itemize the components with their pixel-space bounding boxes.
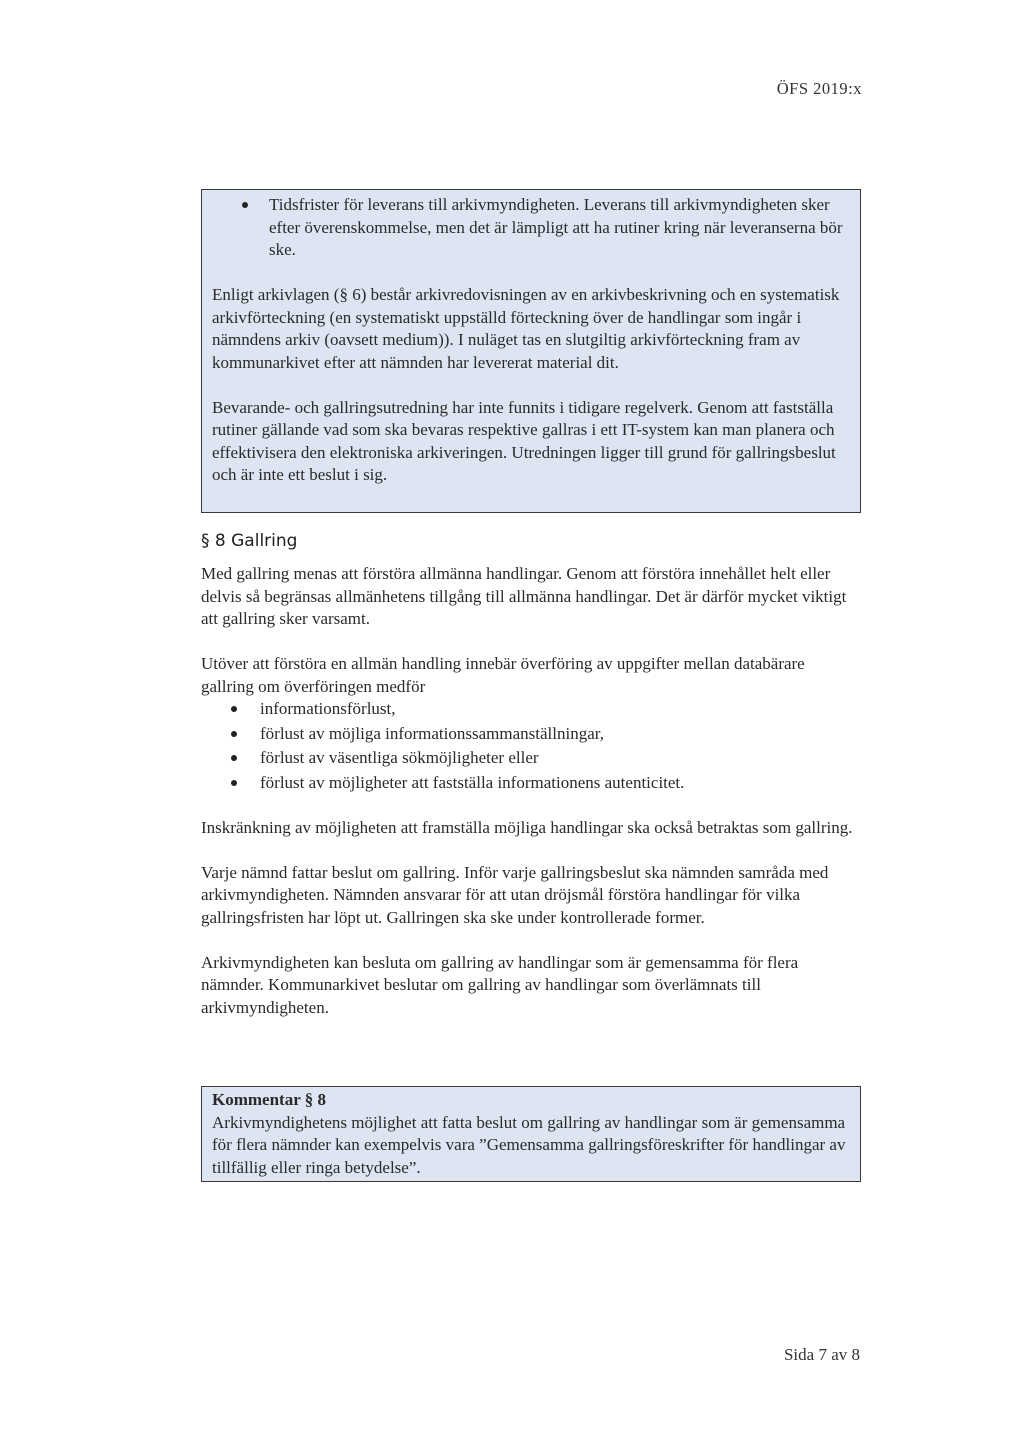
page-number: Sida 7 av 8	[783, 1345, 860, 1364]
list-item	[201, 772, 861, 795]
section-heading: § 8 Gallring	[201, 531, 298, 551]
bullet-icon	[231, 780, 237, 786]
bullet-icon	[242, 202, 248, 208]
section-paragraph-1: Med gallring menas att förstöra allmänna handlingar. Genom att förstöra innehållet helt eller delvis så begränsas allmänhetens tillgång till allmänna handlingar. Det är därför mycket viktigt att gallring sker varsamt.	[201, 564, 847, 628]
section-paragraph-3: Inskränkning av möjligheten att framställa möjliga handlingar ska också betraktas som gallring.	[201, 817, 853, 837]
section-paragraph-5: Arkivmyndigheten kan besluta om gallring av handlingar som är gemensamma för flera nämnder. Kommunarkivet beslutar om gallring av handlingar som överlämnats till arkivmyndigheten.	[201, 952, 799, 1017]
info-box	[201, 189, 861, 513]
list-item	[201, 723, 861, 746]
info-box-paragraph-1: Enligt arkivlagen (§ 6) består arkivredovisningen av en arkivbeskrivning och en systematisk arkivförteckning (en systematiskt uppställd förteckning över de handlingar som ingår i nämndens arkiv (oavsett medium)). I nuläget tas en slutgiltig arkivförteckning fram av kommunarkivet efter att nämnden har levererat material dit.	[212, 285, 840, 372]
list-item	[212, 194, 848, 262]
gallring-criteria-list	[201, 698, 861, 794]
comment-box	[201, 1086, 861, 1182]
bullet-icon	[231, 706, 237, 712]
document-id: ÖFS 2019:x	[776, 79, 862, 98]
list-item-text: förlust av väsentliga sökmöjligheter eller	[260, 748, 539, 767]
bullet-icon	[231, 755, 237, 761]
info-box-paragraph-2: Bevarande- och gallringsutredning har inte funnits i tidigare regelverk. Genom att fastställa rutiner gällande vad som ska bevaras respektive gallras i ett IT-system kan man planera och effektivisera den elektroniska arkiveringen. Utredningen ligger till grund för gallringsbeslut och är inte ett beslut i sig.	[212, 397, 836, 484]
info-box-list	[212, 194, 848, 262]
comment-box-title: Kommentar § 8	[212, 1090, 326, 1109]
list-item-text: Tidsfrister för leverans till arkivmyndigheten. Leverans till arkivmyndigheten sker efter överenskommelse, men det är lämpligt att ha rutiner kring när leveranserna bör ske.	[269, 195, 843, 259]
section-body	[201, 563, 861, 1042]
section-paragraph-2: Utöver att förstöra en allmän handling innebär överföring av uppgifter mellan databärare gallring om överföringen medför	[201, 654, 805, 696]
list-item-text: informationsförlust,	[260, 699, 396, 718]
list-item-text: förlust av möjligheter att fastställa informationens autenticitet.	[260, 772, 685, 792]
list-item	[201, 747, 861, 770]
list-item-text: förlust av möjliga informationssammanställningar,	[260, 723, 604, 743]
comment-box-text: Arkivmyndighetens möjlighet att fatta beslut om gallring av handlingar som är gemensamma för flera nämnder kan exempelvis vara ”Gemensamma gallringsföreskrifter för handlingar av tillfällig eller ringa betydelse”.	[212, 1112, 846, 1177]
section-paragraph-4: Varje nämnd fattar beslut om gallring. Inför varje gallringsbeslut ska nämnden samråda med arkivmyndigheten. Nämnden ansvarar för att utan dröjsmål förstöra handlingar för vilka gallringsfristen har löpt ut. Gallringen ska ske under kontrollerade former.	[201, 862, 829, 927]
bullet-icon	[231, 731, 237, 737]
list-item	[201, 698, 861, 721]
